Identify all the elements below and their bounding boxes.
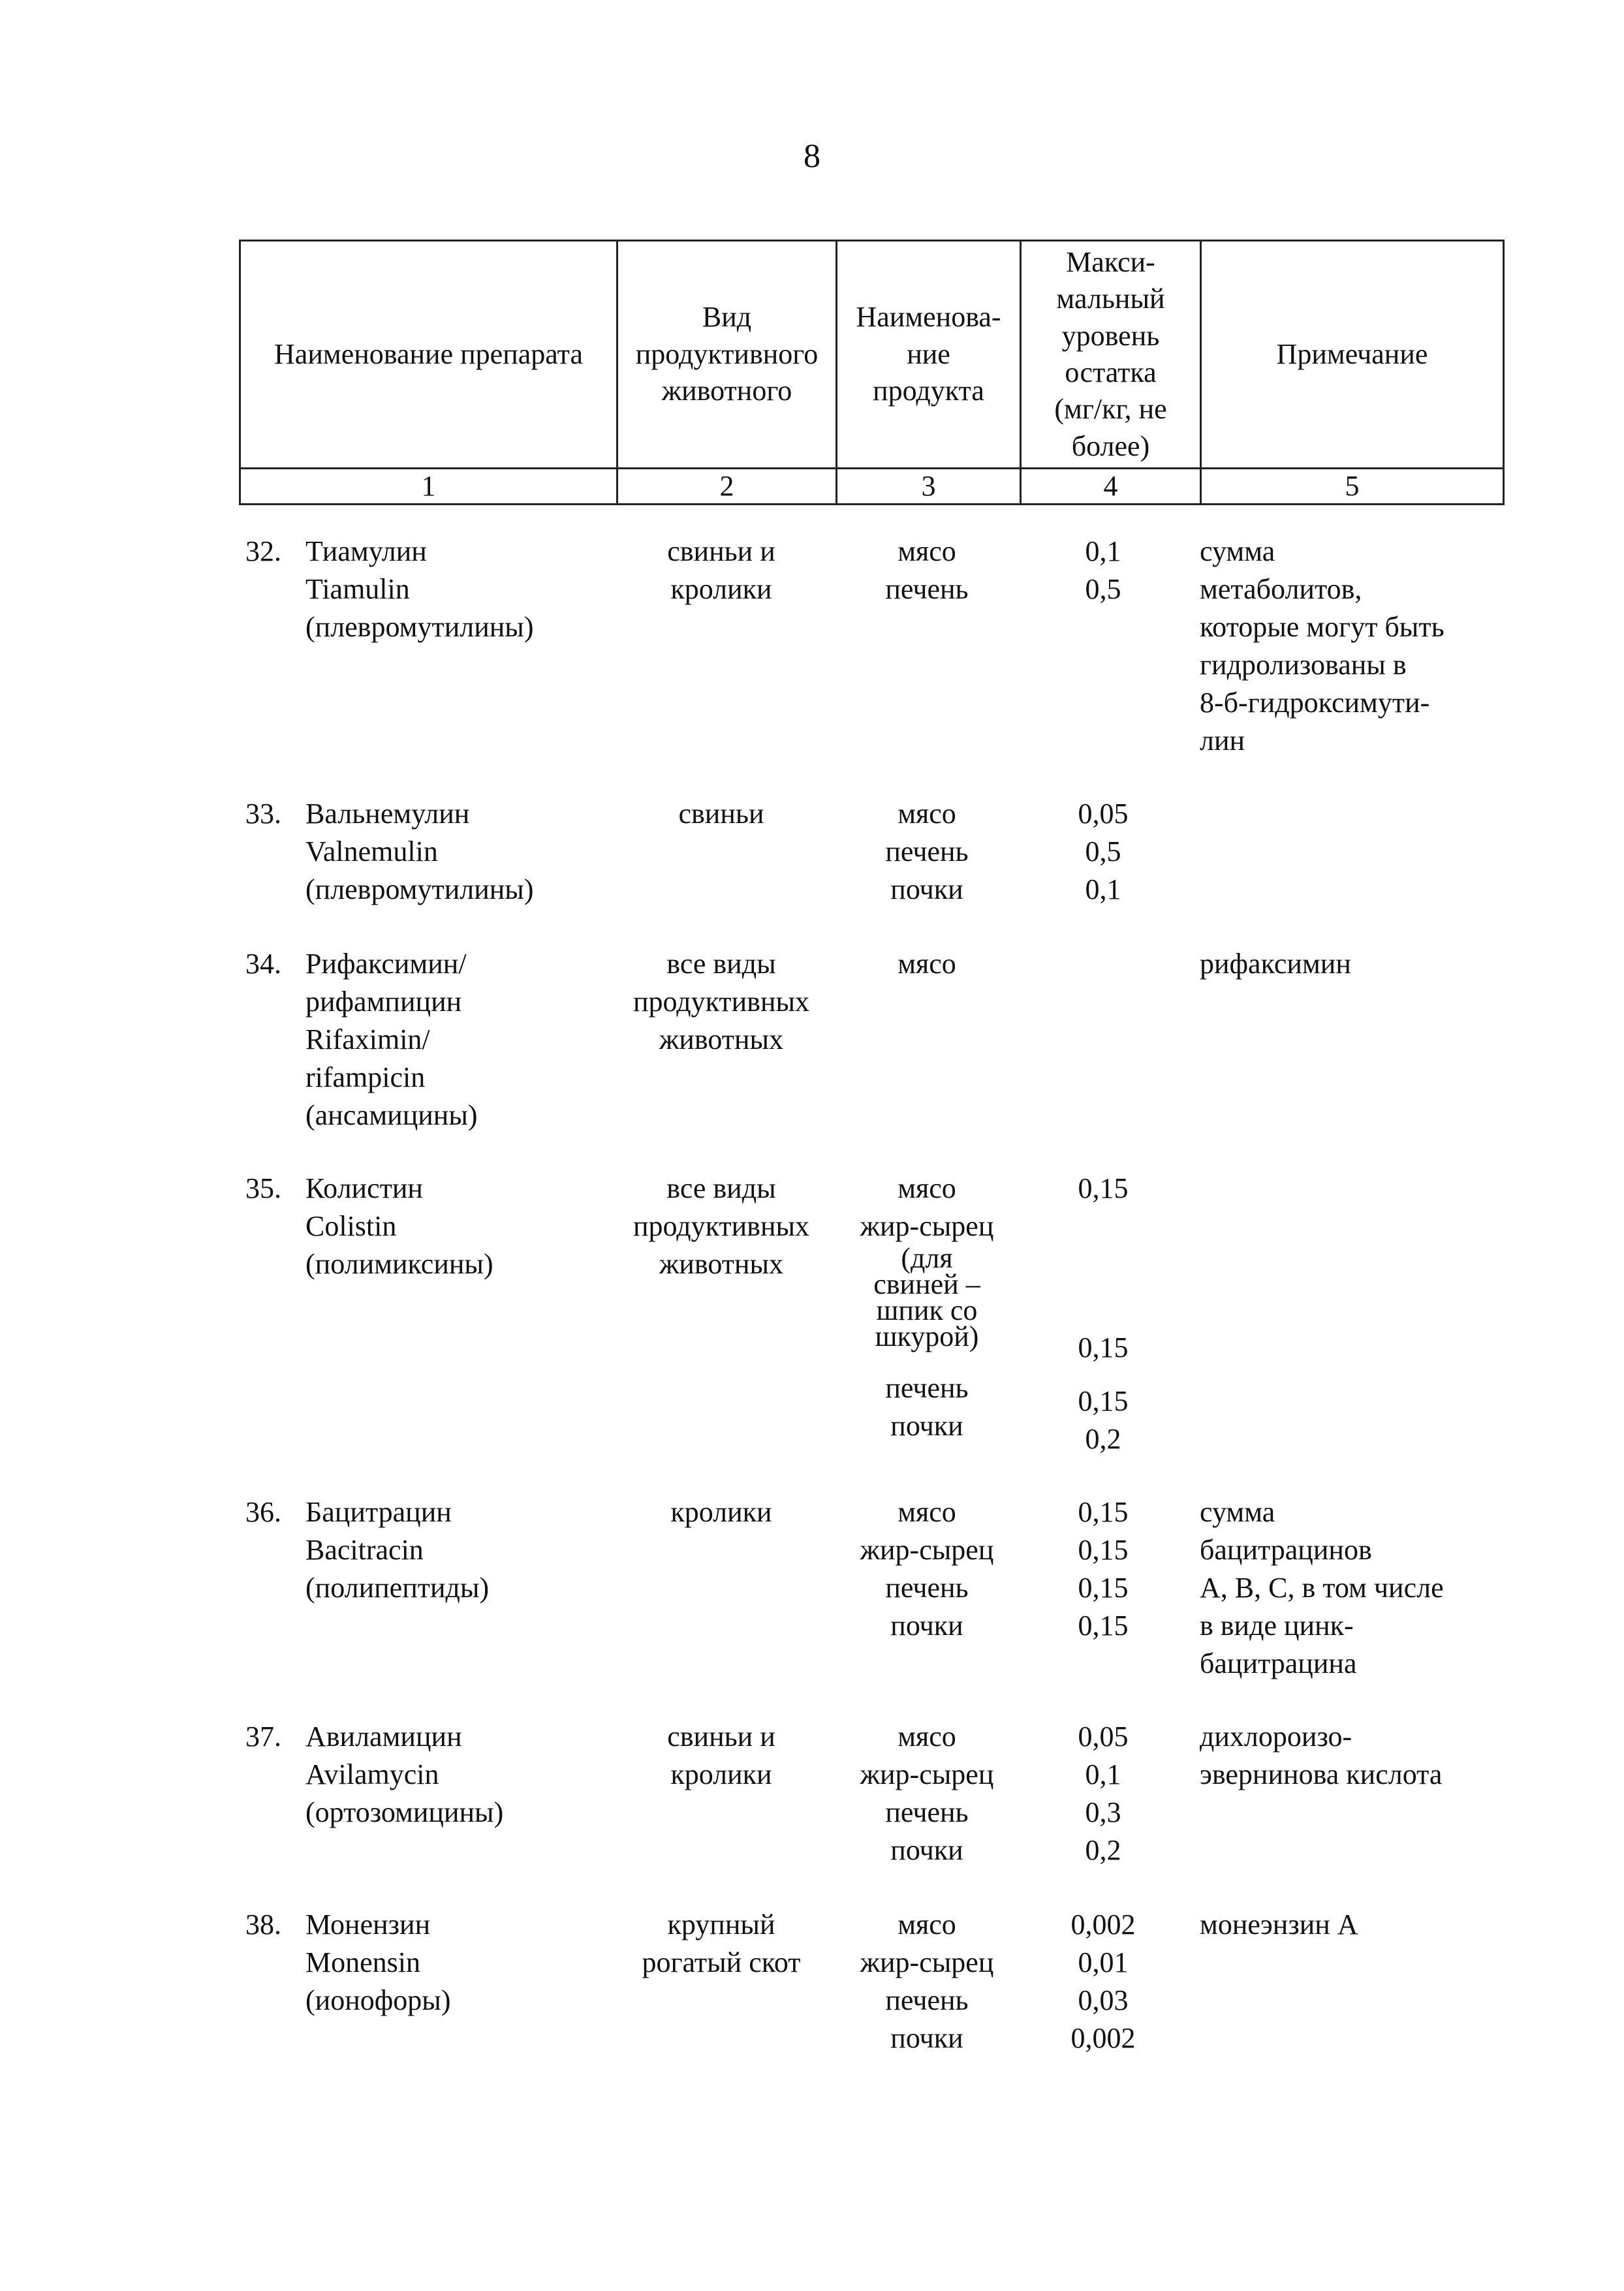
residue-values: 0,15 0,15 0,15 0,2 <box>1078 1172 1129 1455</box>
animal-type: свиньи <box>678 798 764 830</box>
animal-type: крупный рогатый скот <box>642 1909 801 1978</box>
product-list: мясо жир-сырец печень почки <box>860 1496 994 1642</box>
entry-number: 33. <box>245 798 281 830</box>
entry-number: 35. <box>245 1172 281 1204</box>
drug-name: Рифаксимин/ рифампицин Rifaximin/ rifampicin (ансамицины) <box>305 948 478 1131</box>
column-number: 1 <box>240 468 617 504</box>
column-number: 2 <box>617 468 837 504</box>
drug-name: Авиламицин Avilamycin (ортозомицины) <box>305 1721 504 1828</box>
product-list: мясо печень <box>885 535 969 605</box>
header-product-name: Наименова- ние продукта <box>837 241 1021 469</box>
note-text: сумма бацитрацинов А, В, С, в том числе в виде цинк- бацитрацина <box>1200 1496 1444 1679</box>
entry-number: 38. <box>245 1909 281 1940</box>
animal-type: все виды продуктивных животных <box>632 1172 810 1280</box>
column-number: 4 <box>1021 468 1201 504</box>
note-text: монеэнзин А <box>1200 1909 1358 1940</box>
product-list: мясо жир-сырец печень почки <box>860 1909 994 2054</box>
residue-values: 0,05 0,1 0,3 0,2 <box>1078 1721 1129 1866</box>
animal-type: все виды продуктивных животных <box>632 948 810 1055</box>
residue-values: 0,002 0,01 0,03 0,002 <box>1070 1909 1136 2054</box>
drug-name: Монензин Monensin (ионофоры) <box>305 1909 451 2016</box>
column-number: 3 <box>837 468 1021 504</box>
header-row <box>240 241 1504 469</box>
header-max-residue: Макси- мальный уровень остатка (мг/кг, не более) <box>1021 241 1201 469</box>
residue-values: 0,15 0,15 0,15 0,15 <box>1078 1496 1129 1642</box>
note-text: дихлороизо- эвернинова кислота <box>1200 1721 1443 1790</box>
drug-name: Вальнемулин Valnemulin (плевромутилины) <box>305 798 534 905</box>
page-number: 8 <box>804 138 820 175</box>
animal-type: кролики <box>670 1496 772 1528</box>
column-number: 5 <box>1201 468 1504 504</box>
product-list: мясо <box>898 948 956 980</box>
note-text: сумма метаболитов, которые могут быть гидролизованы в 8-б-гидроксимути- лин <box>1200 535 1444 756</box>
table-header <box>239 240 1505 505</box>
product-list: мясо жир-сырец печень почки <box>860 1721 994 1866</box>
entry-number: 37. <box>245 1721 281 1753</box>
header-animal-type: Вид продуктивного животного <box>617 241 837 469</box>
header-note: Примечание <box>1201 241 1504 469</box>
drug-name: Тиамулин Tiamulin (плевромутилины) <box>305 535 534 643</box>
residue-values: 0,1 0,5 <box>1085 535 1121 605</box>
product-list: мясо печень почки <box>885 798 969 905</box>
residue-values: 0,05 0,5 0,1 <box>1078 798 1129 905</box>
entry-number: 34. <box>245 948 281 980</box>
entry-number: 36. <box>245 1496 281 1528</box>
header-drug-name: Наименование препарата <box>240 241 617 469</box>
drug-name: Бацитрацин Bacitracin (полипептиды) <box>305 1496 490 1604</box>
drug-name: Колистин Colistin (полимиксины) <box>305 1172 493 1280</box>
note-text: рифаксимин <box>1200 948 1351 980</box>
animal-type: свиньи и кролики <box>667 535 775 605</box>
column-number-row <box>240 468 1504 504</box>
product-list: мясо жир-сырец (для свиней – шпик со шкурой) печень почки <box>860 1172 994 1442</box>
animal-type: свиньи и кролики <box>667 1721 775 1790</box>
entry-number: 32. <box>245 535 281 567</box>
